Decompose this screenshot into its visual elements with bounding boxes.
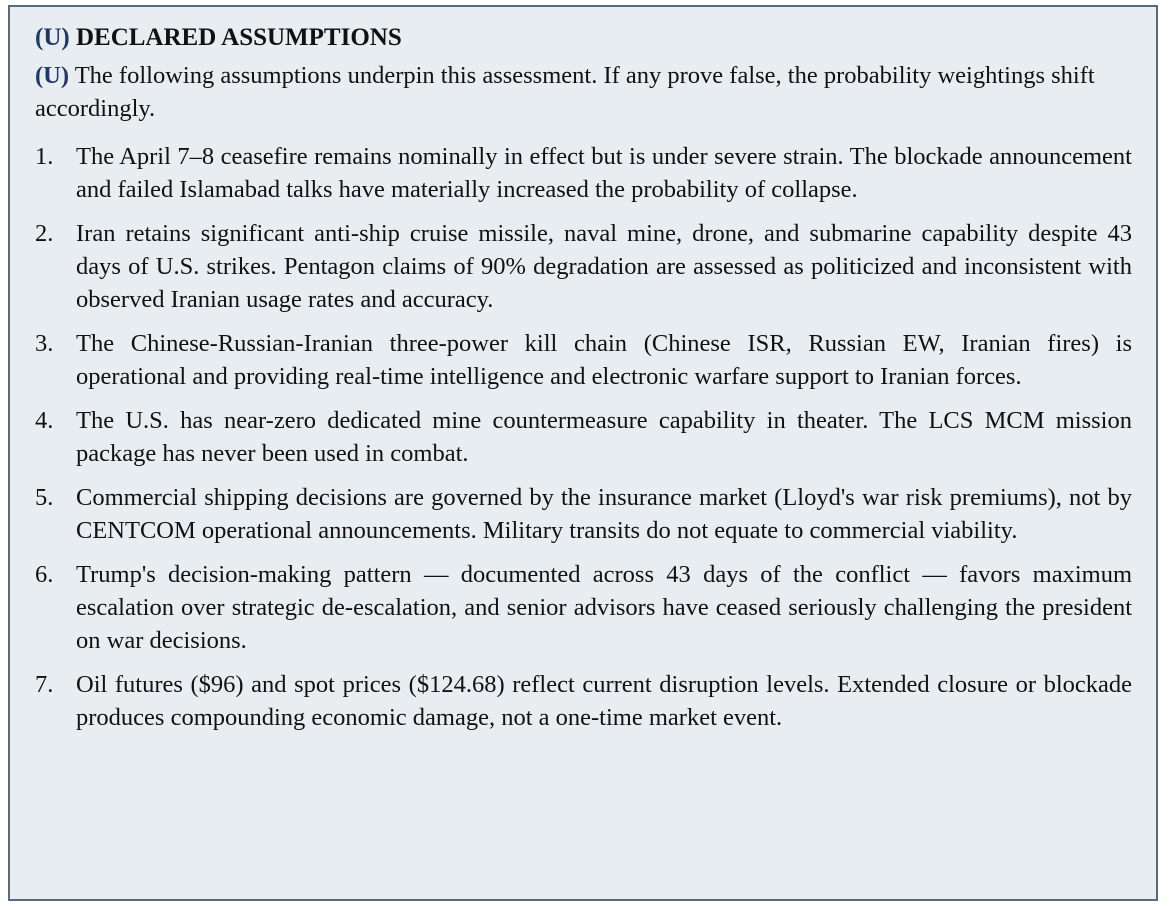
intro-paragraph <box>35 59 1132 125</box>
list-item <box>35 558 1132 657</box>
list-item <box>35 327 1132 393</box>
list-item-text: The Chinese-Russian-Iranian three-power kill chain (Chinese ISR, Russian EW, Iranian fires) is operational and providing real-time intelligence and electronic warfare support to Iranian forces. <box>76 330 1132 390</box>
list-item-text: Trump's decision-making pattern — documented across 43 days of the conflict — favors maximum escalation over strategic de-escalation, and senior advisors have ceased seriously challenging the president on war decisions. <box>76 561 1132 654</box>
list-item-number: 5. <box>35 484 54 511</box>
list-item <box>35 404 1132 470</box>
list-item <box>35 668 1132 734</box>
list-item-number: 1. <box>35 143 54 170</box>
intro-text: The following assumptions underpin this assessment. If any prove false, the probability weightings shift accordingly. <box>35 62 1095 122</box>
section-title <box>35 21 1132 55</box>
assumptions-panel <box>8 5 1158 901</box>
list-item-number: 4. <box>35 407 54 434</box>
classification-marking: (U) <box>35 62 70 89</box>
list-item-text: The April 7–8 ceasefire remains nominally in effect but is under severe strain. The blockade announcement and failed Islamabad talks have materially increased the probability of collapse. <box>76 143 1132 203</box>
list-item-number: 7. <box>35 671 54 698</box>
list-item-text: Commercial shipping decisions are governed by the insurance market (Lloyd's war risk premiums), not by CENTCOM operational announcements. Military transits do not equate to commercial viability. <box>76 484 1132 544</box>
list-item-number: 3. <box>35 330 54 357</box>
list-item-text: The U.S. has near-zero dedicated mine countermeasure capability in theater. The LCS MCM mission package has never been used in combat. <box>76 407 1132 467</box>
list-item-text: Iran retains significant anti-ship cruise missile, naval mine, drone, and submarine capability despite 43 days of U.S. strikes. Pentagon claims of 90% degradation are assessed as politicized and inconsistent with observed Iranian usage rates and accuracy. <box>76 220 1132 313</box>
list-item-number: 2. <box>35 220 54 247</box>
list-item-text: Oil futures ($96) and spot prices ($124.68) reflect current disruption levels. Extended closure or blockade produces compounding economic damage, not a one-time market event. <box>76 671 1132 731</box>
list-item <box>35 481 1132 547</box>
assumptions-list <box>35 140 1132 734</box>
list-item <box>35 217 1132 316</box>
list-item-number: 6. <box>35 561 54 588</box>
list-item <box>35 140 1132 206</box>
section-title-text: DECLARED ASSUMPTIONS <box>75 24 402 51</box>
classification-marking: (U) <box>35 24 70 51</box>
